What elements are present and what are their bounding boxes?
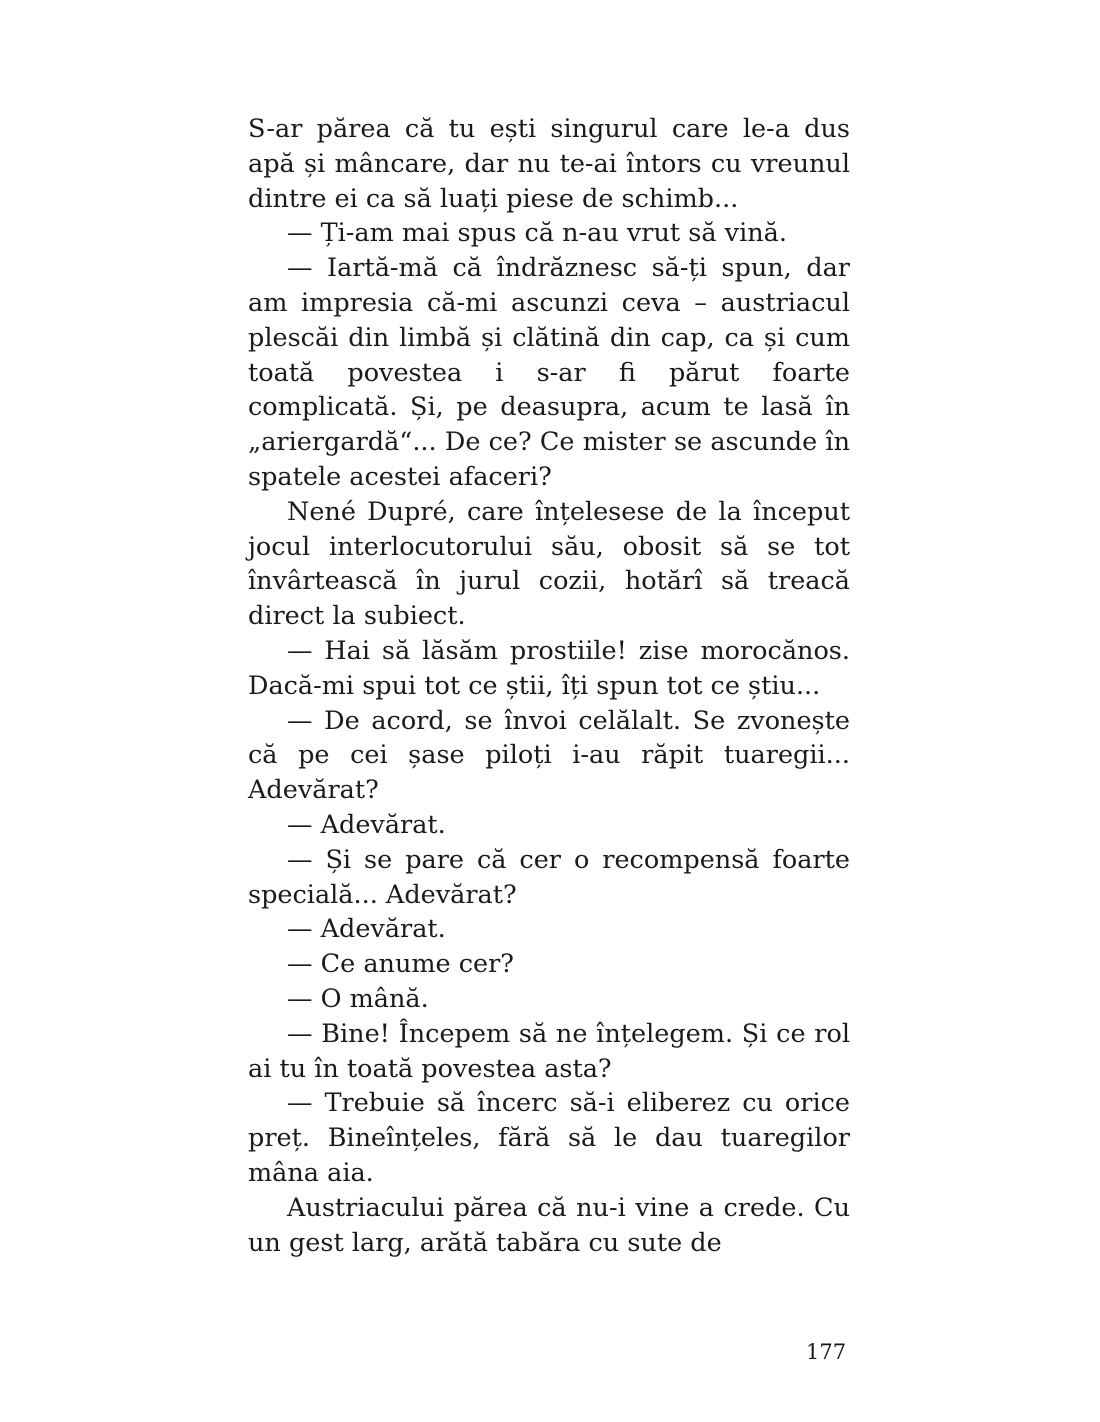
paragraph: — O mână.: [287, 983, 429, 1014]
paragraph: Austriacului părea că nu-i vine a crede. Cu un gest larg, arătă tabăra cu sute de: [248, 1192, 850, 1258]
paragraph: — Iartă-mă că îndrăznesc să-ți spun, dar am impresia că-mi ascunzi ceva – austriacul plescăi din limbă și clătină din cap, ca și cum toată povestea i s-ar fi părut foarte complicată. Și, pe deasupra, acum te lasă în „ariergardă“... De ce? Ce mister se ascunde în spatele acestei afaceri?: [248, 253, 850, 492]
paragraph: S-ar părea că tu ești singurul care le-a dus apă și mâncare, dar nu te-ai întors cu vreunul dintre ei ca să luați piese de schimb...: [248, 114, 850, 214]
paragraph: — Și se pare că cer o recompensă foarte specială... Adevărat?: [248, 844, 850, 910]
page-number: 177: [806, 1340, 847, 1364]
paragraph: Nené Dupré, care înțelesese de la început jocul interlocutorului său, obosit să se tot învârtească în jurul cozii, hotărî să treacă direct la subiect.: [248, 496, 850, 632]
paragraph: — Ți-am mai spus că n-au vrut să vină.: [287, 218, 787, 249]
page-body: [248, 112, 850, 1260]
paragraph: — Hai să lăsăm prostiile! zise morocănos. Dacă-mi spui tot ce știi, îți spun tot ce știu...: [248, 635, 850, 701]
paragraph: — Adevărat.: [287, 914, 446, 945]
paragraph: — Trebuie să încerc să-i eliberez cu orice preț. Bineînțeles, fără să le dau tuaregilor mâna aia.: [248, 1088, 850, 1188]
paragraph: — Ce anume cer?: [287, 949, 514, 980]
paragraph: — Adevărat.: [287, 809, 446, 840]
paragraph: — Bine! Începem să ne înțelegem. Și ce rol ai tu în toată povestea asta?: [248, 1018, 850, 1084]
paragraph: — De acord, se învoi celălalt. Se zvonește că pe cei șase piloți i-au răpit tuaregii... Adevărat?: [248, 705, 850, 806]
